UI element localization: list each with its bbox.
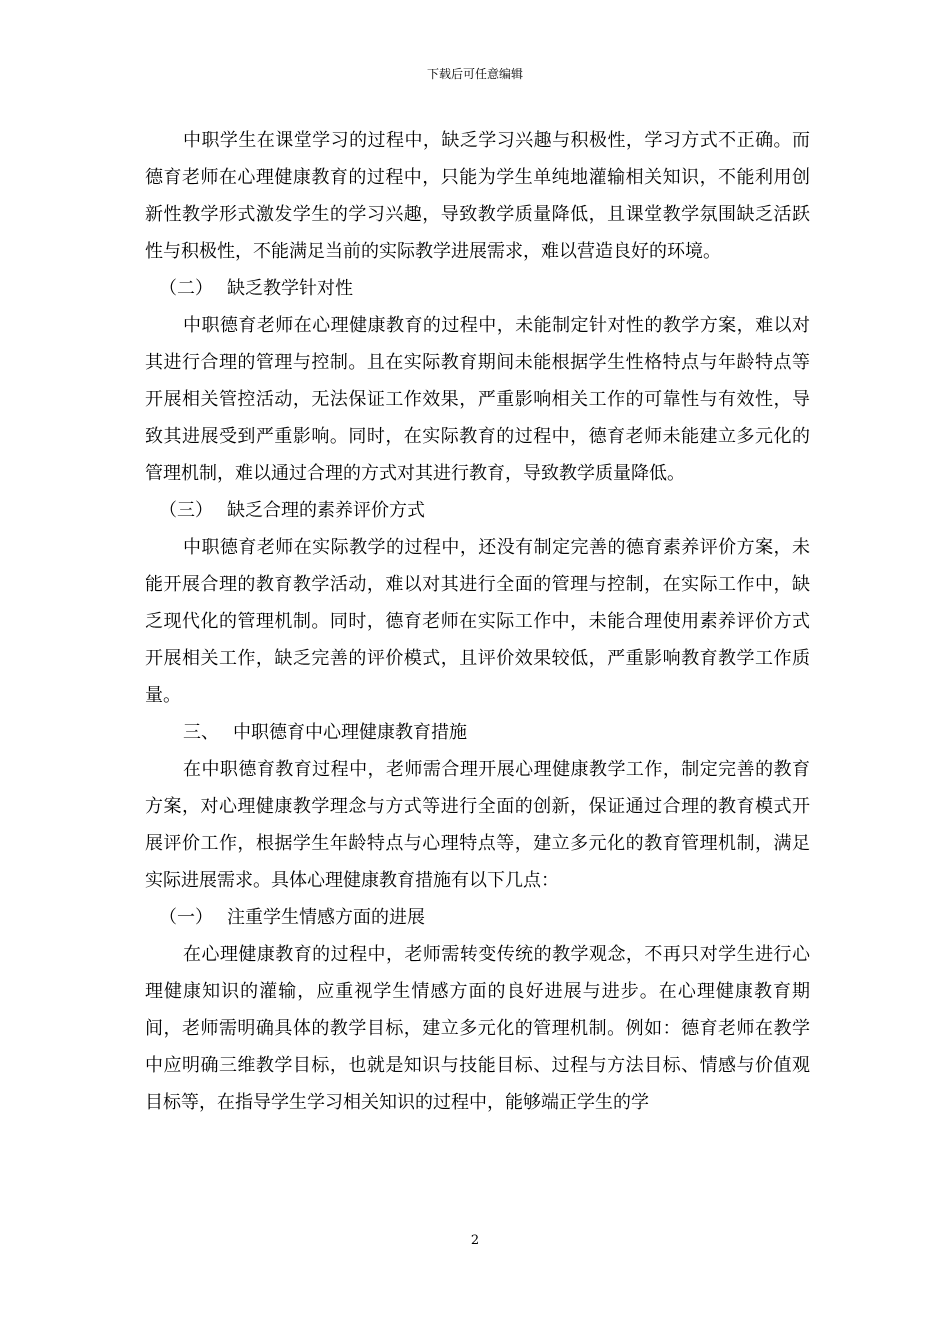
subheading-3-number: （三） [159,500,213,521]
page-header: 下载后可任意编辑 [426,67,523,81]
subheading-2 [145,270,810,307]
subheading-1-text: 注重学生情感方面的进展 [227,907,425,928]
subheading-3 [145,492,810,529]
subheading-3-text: 缺乏合理的素养评价方式 [227,500,425,521]
subheading-2-number: （二） [159,278,213,299]
subheading-1 [145,899,810,936]
paragraph-5: 在心理健康教育的过程中，老师需转变传统的教学观念，不再只对学生进行心理健康知识的灌输，应重视学生情感方面的良好进展与进步。在心理健康教育期间，老师需明确具体的教学目标，建立多元化的管理机制。例如：德育老师在教学中应明确三维教学目标，也就是知识与技能目标、过程与方法目标、情感与价值观目标等，在指导学生学习相关知识的过程中，能够端正学生的学 [145,944,810,1113]
subheading-2-text: 缺乏教学针对性 [227,278,353,299]
paragraph-3: 中职德育老师在实际教学的过程中，还没有制定完善的德育素养评价方案，未能开展合理的教育教学活动，难以对其进行全面的管理与控制，在实际工作中，缺乏现代化的管理机制。同时，德育老师在实际工作中，未能合理使用素养评价方式开展相关工作，缺乏完善的评价模式，且评价效果较低，严重影响教育教学工作质量。 [145,537,810,706]
paragraph-2: 中职德育老师在心理健康教育的过程中，未能制定针对性的教学方案，难以对其进行合理的管理与控制。且在实际教育期间未能根据学生性格特点与年龄特点等开展相关管控活动，无法保证工作效果，严重影响相关工作的可靠性与有效性，导致其进展受到严重影响。同时，在实际教育的过程中，德育老师未能建立多元化的管理机制，难以通过合理的方式对其进行教育，导致教学质量降低。 [145,315,810,484]
paragraph-1: 中职学生在课堂学习的过程中，缺乏学习兴趣与积极性，学习方式不正确。而德育老师在心理健康教育的过程中，只能为学生单纯地灌输相关知识，不能利用创新性教学形式激发学生的学习兴趣，导致教学质量降低，且课堂教学氛围缺乏活跃性与积极性，不能满足当前的实际教学进展需求，难以营造良好的环境。 [145,130,810,262]
subheading-1-number: （一） [159,907,213,928]
document-body [145,122,810,1121]
section-heading-3 [145,714,810,751]
section-heading-3-text: 中职德育中心理健康教育措施 [233,722,467,743]
section-heading-3-number: 三、 [183,722,219,743]
page-number: 2 [470,1233,480,1248]
paragraph-4: 在中职德育教育过程中，老师需合理开展心理健康教学工作，制定完善的教育方案，对心理健康教学理念与方式等进行全面的创新，保证通过合理的教育模式开展评价工作，根据学生年龄特点与心理特点等，建立多元化的教育管理机制，满足实际进展需求。具体心理健康教育措施有以下几点： [145,759,810,891]
